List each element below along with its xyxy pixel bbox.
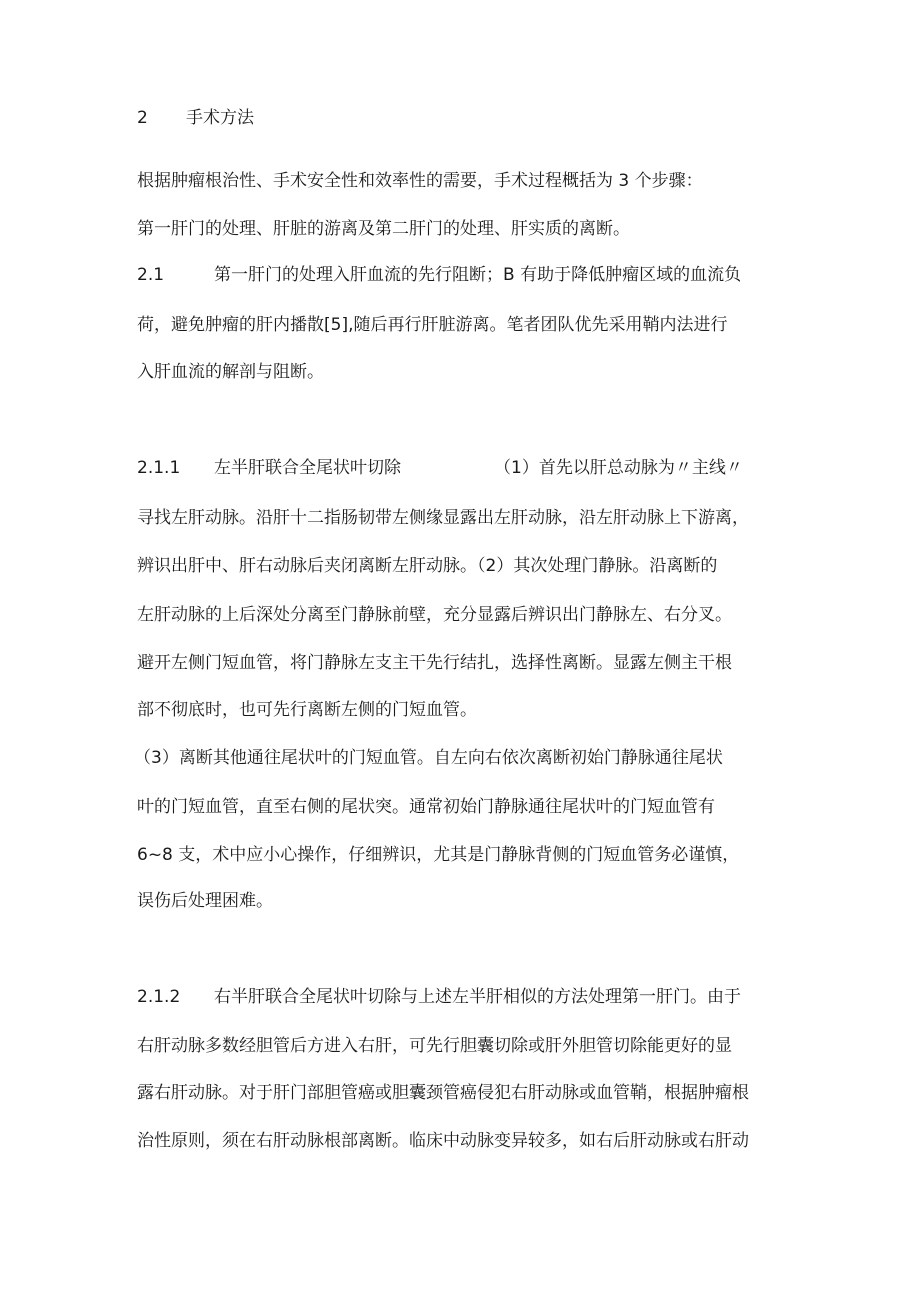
section-title: 手术方法 <box>186 108 254 128</box>
subsection-2-1-1-line-5: 避开左侧门短血管，将门静脉左支主干先行结扎，选择性离断。显露左侧主干根 <box>137 653 732 673</box>
intro-line-2: 第一肝门的处理、肝脏的游离及第二肝门的处理、肝实质的离断。 <box>137 219 630 239</box>
section-number: 2 <box>137 108 148 128</box>
subsection-2-1-line-1: 第一肝门的处理入肝血流的先行阻断；B 有助于降低肿瘤区域的血流负 <box>214 265 742 285</box>
subsection-2-1-2-line-3: 露右肝动脉。对于肝门部胆管癌或胆囊颈管癌侵犯右肝动脉或血管鞘，根据肿瘤根 <box>137 1083 749 1103</box>
subsection-2-1-1-line-8: 叶的门短血管，直至右侧的尾状突。通常初始门静脉通往尾状叶的门短血管有 <box>137 797 715 817</box>
subsection-2-1-1-line-10: 误伤后处理困难。 <box>137 891 273 911</box>
subsection-2-1-1-line-6: 部不彻底时，也可先行离断左侧的门短血管。 <box>137 700 477 720</box>
intro-line-1: 根据肿瘤根治性、手术安全性和效率性的需要，手术过程概括为 3 个步骤： <box>137 171 703 191</box>
subsection-2-1-2-line-4: 治性原则，须在右肝动脉根部离断。临床中动脉变异较多，如右后肝动脉或右肝动 <box>137 1131 749 1151</box>
subsection-2-1-1-line-7: （3）离断其他通往尾状叶的门短血管。自左向右依次离断初始门静脉通往尾状 <box>134 748 723 768</box>
subsection-2-1-1-number: 2.1.1 <box>137 458 181 478</box>
subsection-2-1-line-3: 入肝血流的解剖与阻断。 <box>137 362 324 382</box>
subsection-2-1-2-line-1: 右半肝联合全尾状叶切除与上述左半肝相似的方法处理第一肝门。由于 <box>214 987 741 1007</box>
subsection-2-1-2-line-2: 右肝动脉多数经胆管后方进入右肝，可先行胆囊切除或肝外胆管切除能更好的显 <box>137 1036 732 1056</box>
subsection-2-1-1-line-4: 左肝动脉的上后深处分离至门静脉前壁，充分显露后辨识出门静脉左、右分叉。 <box>137 605 732 625</box>
subsection-2-1-1-line-9: 6~8 支，术中应小心操作，仔细辨识，尤其是门静脉背侧的门短血管务必谨慎， <box>137 845 740 865</box>
subsection-2-1-1-first-line-rest: （1）首先以肝总动脉为〃主线〃 <box>494 458 743 478</box>
subsection-2-1-number: 2.1 <box>137 265 165 285</box>
subsection-2-1-1-line-3: 辨识出肝中、肝右动脉后夹闭离断左肝动脉。（2）其次处理门静脉。沿离断的 <box>137 556 718 576</box>
subsection-2-1-2-number: 2.1.2 <box>137 987 181 1007</box>
subsection-2-1-1-title: 左半肝联合全尾状叶切除 <box>214 458 401 478</box>
subsection-2-1-1-line-2: 寻找左肝动脉。沿肝十二指肠韧带左侧缘显露出左肝动脉，沿左肝动脉上下游离， <box>137 508 749 528</box>
subsection-2-1-line-2: 荷，避免肿瘤的肝内播散[5],随后再行肝脏游离。笔者团队优先采用鞘内法进行 <box>137 315 728 335</box>
